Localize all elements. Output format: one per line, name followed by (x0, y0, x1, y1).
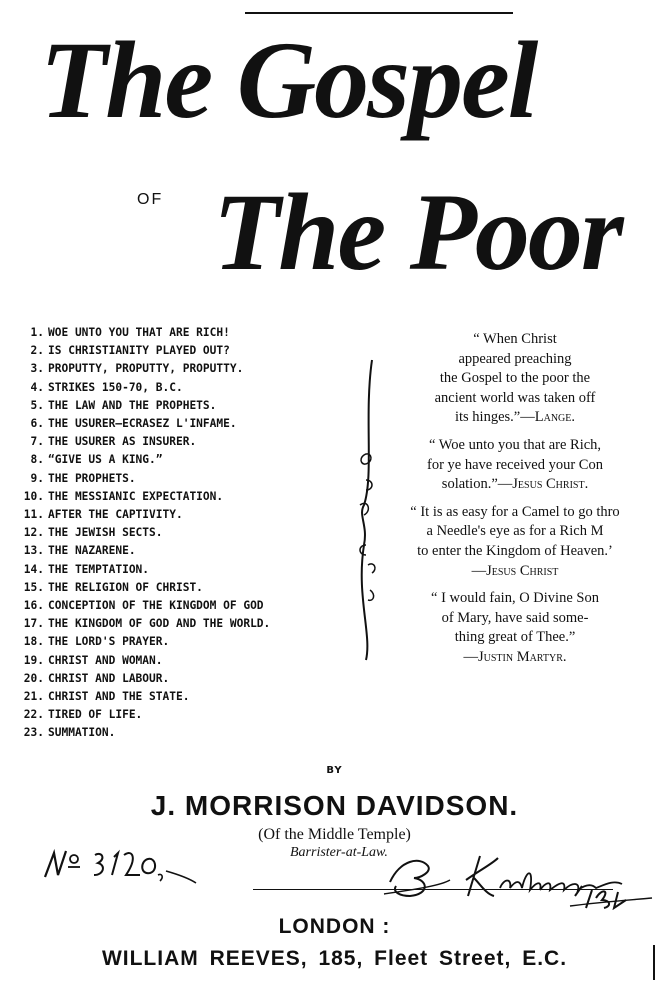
quote-line: appeared preaching (458, 350, 572, 367)
contents-item-title: THE LORD'S PRAYER. (48, 635, 170, 649)
contents-item-number: 4. (30, 380, 44, 394)
quote-line: “ I would fain, O Divine Son (431, 590, 599, 607)
quote-line: solation.”— (441, 476, 513, 493)
contents-item-number: 21. (23, 690, 44, 704)
contents-item-title: THE NAZARENE. (48, 544, 136, 558)
contents-item-title: THE PROPHETS. (48, 471, 136, 485)
contents-item (20, 360, 270, 378)
contents-item-title: “GIVE US A KING.” (48, 453, 163, 467)
quote-line: to enter the Kingdom of Heaven.’ (417, 542, 613, 559)
contents-item-title: THE TEMPTATION. (48, 562, 150, 576)
contents-item-title: THE JEWISH SECTS. (48, 526, 163, 540)
contents-item (20, 561, 270, 579)
author-temple: (Of the Middle Temple) (258, 826, 411, 843)
quote-line: of Mary, have said some- (441, 609, 589, 626)
contents-item (20, 542, 270, 560)
contents-item-title: THE USURER AS INSURER. (48, 435, 197, 449)
contents-item (20, 615, 270, 633)
contents-item-title: CONCEPTION OF THE KINGDOM OF GOD (48, 599, 264, 613)
contents-item-number: 7. (30, 435, 44, 449)
contents-list (20, 324, 270, 743)
contents-item (20, 597, 270, 615)
contents-item-title: THE RELIGION OF CHRIST. (48, 580, 203, 594)
contents-item-number: 13. (23, 544, 44, 558)
contents-item (20, 451, 270, 469)
by-label: BY (326, 765, 343, 776)
contents-item-title: SUMMATION. (48, 726, 116, 740)
contents-item-title: AFTER THE CAPTIVITY. (48, 508, 183, 522)
contents-item-title: THE MESSIANIC EXPECTATION. (48, 489, 224, 503)
title-line-2: The Poor (213, 171, 622, 293)
contents-item (20, 324, 270, 342)
handwritten-signature (370, 850, 660, 910)
contents-item-number: 10. (23, 489, 44, 503)
quote-line: ancient world was taken off (434, 389, 596, 406)
quote-line: “ When Christ (473, 331, 557, 347)
quote-camel (365, 503, 665, 581)
contents-item-number: 2. (30, 344, 44, 358)
contents-item-number: 3. (30, 362, 44, 376)
contents-item (20, 342, 270, 360)
contents-item (20, 706, 270, 724)
contents-item-number: 20. (23, 671, 44, 685)
contents-item (20, 415, 270, 433)
author-barrister: Barrister-at-Law. (290, 845, 388, 860)
quote-lange (365, 330, 665, 428)
contents-item-title: WOE UNTO YOU THAT ARE RICH! (48, 326, 230, 339)
contents-item-number: 1. (30, 326, 44, 339)
contents-item-title: CHRIST AND THE STATE. (48, 690, 190, 704)
contents-item (20, 579, 270, 597)
quotes-column (365, 330, 665, 676)
quote-line: thing great of Thee.” (454, 629, 576, 646)
quote-line: the Gospel to the poor the (439, 370, 591, 387)
contents-item (20, 652, 270, 670)
contents-item (20, 670, 270, 688)
contents-item (20, 688, 270, 706)
imprint-publisher: WILLIAM REEVES, 185, Fleet Street, E.C. (101, 947, 568, 970)
contents-item-number: 14. (23, 562, 44, 576)
handwritten-number (40, 845, 200, 885)
contents-item-title: CHRIST AND WOMAN. (48, 653, 163, 667)
quote-line: “ Woe unto you that are Rich, (428, 436, 602, 453)
quote-attribution: Lange. (534, 409, 575, 426)
quote-line: its hinges.”— (454, 409, 535, 426)
contents-item (20, 397, 270, 415)
contents-item-title: TIRED OF LIFE. (48, 708, 143, 722)
author-name: J. MORRISON DAVIDSON. (150, 790, 519, 821)
contents-item-title: STRIKES 150-70, B.C. (48, 380, 183, 394)
contents-item-number: 19. (23, 653, 44, 667)
title-of: OF (137, 191, 164, 208)
contents-item-number: 6. (30, 417, 44, 431)
contents-item-title: PROPUTTY, PROPUTTY, PROPUTTY. (48, 362, 244, 376)
contents-item-title: THE KINGDOM OF GOD AND THE WORLD. (48, 617, 271, 631)
contents-item-number: 18. (23, 635, 44, 649)
contents-item (20, 470, 270, 488)
contents-item (20, 433, 270, 451)
contents-item (20, 524, 270, 542)
contents-item-number: 16. (23, 599, 44, 613)
quote-attribution: Jesus Christ. (512, 476, 589, 493)
contents-item-number: 8. (30, 453, 44, 467)
top-rule (245, 12, 513, 14)
contents-item-title: THE USURER—ECRASEZ L'INFAME. (48, 417, 237, 431)
contents-item-title: CHRIST AND LABOUR. (48, 671, 170, 685)
contents-item (20, 506, 270, 524)
edge-mark (653, 945, 655, 980)
contents-item-number: 9. (30, 471, 44, 485)
contents-item (20, 379, 270, 397)
contents-item-number: 11. (23, 508, 44, 522)
contents-item-number: 15. (23, 580, 44, 594)
contents-item-number: 5. (30, 398, 44, 412)
quote-woe (365, 436, 665, 495)
imprint-city: LONDON : (278, 915, 391, 938)
contents-item-number: 23. (23, 726, 44, 740)
contents-item (20, 633, 270, 651)
contents-item-number: 12. (23, 526, 44, 540)
contents-item-number: 17. (23, 617, 44, 631)
quote-line: “ It is as easy for a Camel to go thro (410, 503, 620, 520)
quote-attribution: —Justin Martyr. (463, 648, 567, 665)
quote-line: a Needle's eye as for a Rich M (426, 523, 604, 540)
contents-item-number: 22. (23, 708, 44, 722)
contents-item (20, 488, 270, 506)
contents-item-title: THE LAW AND THE PROPHETS. (48, 398, 217, 412)
quote-justin (365, 589, 665, 667)
contents-item (20, 724, 270, 742)
title-line-1: The Gospel (40, 19, 537, 141)
quote-attribution: —Jesus Christ (471, 562, 559, 579)
quote-line: for ye have received your Con (427, 456, 603, 473)
contents-item-title: IS CHRISTIANITY PLAYED OUT? (48, 344, 230, 358)
